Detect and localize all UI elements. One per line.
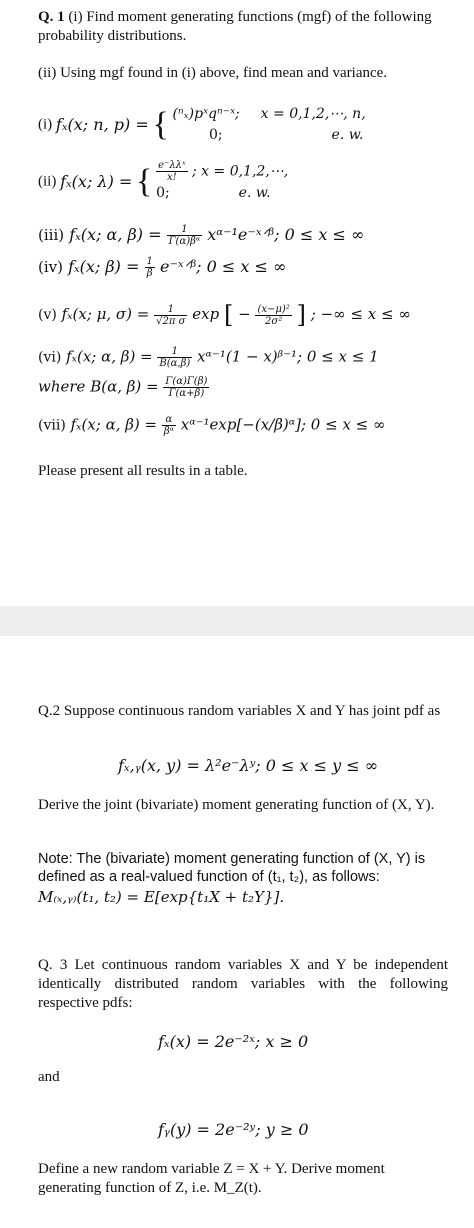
q3-pdf-y: fᵧ(y) = 2e⁻²ʸ; y ≥ 0 — [158, 1120, 309, 1139]
brace-glyph: { — [152, 106, 169, 143]
q3-pdf-x: fₓ(x) = 2e⁻²ˣ; x ≥ 0 — [158, 1032, 309, 1051]
fraction-numerator: α — [162, 414, 176, 426]
inner-fraction — [255, 304, 291, 327]
case-2-cond: e. w. — [238, 185, 271, 201]
dist-poisson — [38, 160, 288, 210]
where-label: where B(α, β) = — [38, 377, 159, 396]
q1-part-ii: (ii) Using mgf found in (i) above, find mean and variance. — [38, 65, 388, 81]
dist-label: (iii) — [38, 226, 65, 244]
brace-glyph: { — [136, 163, 153, 200]
exp-function: exp — [192, 305, 220, 323]
q2-note: Note: The (bivariate) moment generating function of (X, Y) is defined as a real-valued function of (t₁, t₂), as follows: — [38, 851, 426, 886]
inner-denominator: 2σ² — [265, 315, 283, 327]
q1-number: Q. 1 — [38, 9, 65, 25]
fraction — [156, 160, 187, 183]
dist-lhs: fₓ(x; μ, σ) = — [61, 305, 150, 323]
dist-gamma — [38, 224, 364, 247]
dist-weibull — [38, 414, 386, 437]
dist-lhs: fₓ(x; n, p) = — [55, 115, 149, 134]
fraction-numerator: 1 — [167, 224, 203, 236]
q2-joint-pdf: fₓ,ᵧ(x, y) = λ²e⁻λʸ; 0 ≤ x ≤ y ≤ ∞ — [118, 756, 379, 775]
open-bracket: [ — [223, 301, 234, 329]
dist-lhs: fₓ(x; α, β) = — [70, 415, 158, 434]
q3-define: Define a new random variable Z = X + Y. Derive moment generating function of Z, i.e. M_Z(t). — [38, 1161, 385, 1196]
beta-function-def — [38, 376, 209, 399]
dist-lhs: fₓ(x; λ) = — [60, 172, 133, 191]
dist-exponential — [38, 256, 286, 279]
q2-derive: Derive the joint (bivariate) moment generating function of (X, Y). — [38, 797, 435, 813]
q2-mgf-definition: M₍ₓ,ᵧ₎(t₁, t₂) = E[exp{t₁X + t₂Y}]. — [38, 888, 285, 906]
fraction-numerator: e⁻λλˣ — [158, 160, 186, 171]
case-1: (ⁿₓ)pˣqⁿ⁻ˣ; — [172, 106, 240, 122]
fraction — [157, 346, 192, 369]
fraction — [163, 376, 209, 399]
fraction-denominator: x! — [167, 172, 177, 183]
question-1-card — [0, 0, 474, 606]
dist-lhs: fₓ(x; β) = — [68, 257, 140, 276]
dist-label: (vi) — [38, 349, 62, 366]
fraction — [167, 224, 203, 247]
dist-rhs: xᵅ⁻¹e⁻ˣᐟᵝ; 0 ≤ x ≤ ∞ — [207, 225, 365, 244]
fraction-denominator: βᵅ — [163, 426, 174, 437]
dist-label: (v) — [38, 307, 57, 323]
fraction-numerator: 1 — [154, 304, 187, 316]
fraction — [162, 414, 176, 437]
page-separator — [0, 606, 474, 636]
fraction-numerator: 1 — [146, 256, 153, 267]
q1-title — [38, 8, 448, 46]
dist-normal — [38, 300, 411, 330]
q3-and: and — [38, 1069, 60, 1085]
fraction-denominator: β — [146, 268, 153, 279]
dist-binomial — [38, 104, 366, 148]
dist-label: (iv) — [38, 258, 63, 276]
dist-label: (ii) — [38, 173, 57, 190]
q1-note: Please present all results in a table. — [38, 463, 248, 479]
dist-rhs: e⁻ˣᐟᵝ; 0 ≤ x ≤ ∞ — [159, 257, 287, 276]
minus-sign: − — [238, 305, 251, 323]
close-bracket: ] — [296, 301, 306, 329]
dist-label: (i) — [38, 116, 53, 133]
question-2-3-card — [0, 636, 474, 1228]
case-2-cond: e. w. — [331, 127, 364, 143]
dist-cases — [156, 160, 288, 204]
fraction — [154, 304, 187, 327]
fraction-numerator: 1 — [157, 346, 192, 358]
fraction-numerator: Γ(α)Γ(β) — [165, 376, 208, 387]
dist-rhs: ; −∞ ≤ x ≤ ∞ — [310, 305, 411, 323]
case-1-cond: x = 0,1,2,⋯, n, — [260, 106, 366, 122]
dist-beta — [38, 346, 379, 369]
fraction-denominator: Γ(α)βᵅ — [168, 236, 201, 247]
dist-lhs: fₓ(x; α, β) = — [69, 225, 162, 244]
dist-rhs: xᵅ⁻¹(1 − x)ᵝ⁻¹; 0 ≤ x ≤ 1 — [197, 347, 379, 366]
fraction — [145, 256, 155, 279]
q1-title-text: (i) Find moment generating functions (mgf) of the following probability distributions. — [38, 9, 432, 44]
fraction-denominator: Γ(α+β) — [168, 388, 205, 399]
inner-numerator: (x−μ)² — [257, 303, 290, 315]
dist-rhs: xᵅ⁻¹exp[−(x/β)ᵅ]; 0 ≤ x ≤ ∞ — [180, 415, 386, 434]
dist-cases — [173, 104, 366, 146]
q3-text: Q. 3 Let continuous random variables X and Y be independent identically distributed random variables with the following respective pdfs: — [38, 957, 448, 1011]
fraction-denominator: B(α,β) — [159, 358, 191, 369]
fraction-denominator: √2π σ — [156, 315, 186, 327]
dist-label: (vii) — [38, 417, 66, 434]
dist-lhs: fₓ(x; α, β) = — [66, 347, 153, 366]
case-2: 0; — [156, 185, 170, 201]
case-2: 0; — [209, 127, 223, 143]
q2-text: Q.2 Suppose continuous random variables X and Y has joint pdf as — [38, 703, 441, 719]
case-1-cond: ; x = 0,1,2,⋯, — [192, 163, 289, 180]
